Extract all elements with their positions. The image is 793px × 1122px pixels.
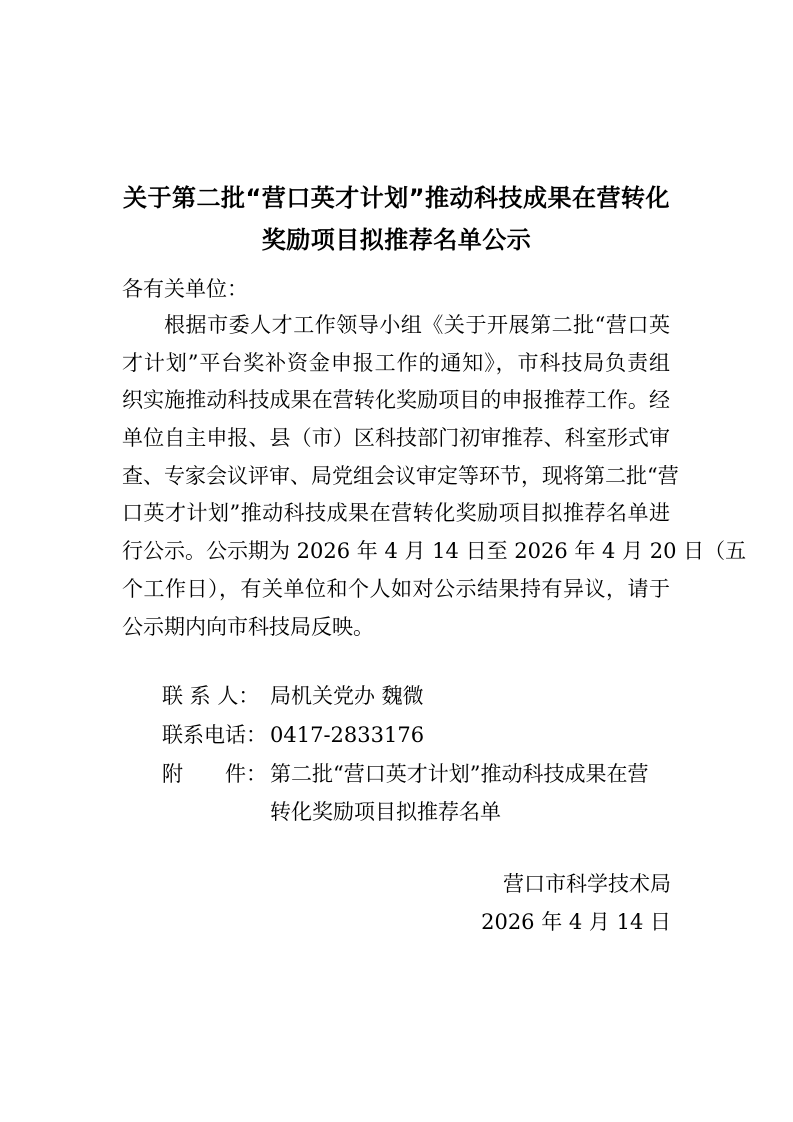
attachment-title-line-1: 第二批“营口英才计划”推动科技成果在营 xyxy=(270,762,649,786)
body-line: 行公示。公示期为 2026 年 4 月 14 日至 2026 年 4 月 20 日（五 xyxy=(122,539,747,564)
signature-organization: 营口市科学技术局 xyxy=(503,872,671,896)
body-line: 根据市委人才工作领导小组《关于开展第二批“营口英 xyxy=(164,313,670,337)
attachment-row xyxy=(162,758,648,790)
body-line: 单位自主申报、县（市）区科技部门初审推荐、科室形式审 xyxy=(122,426,670,451)
contact-phone-value: 0417-2833176 xyxy=(270,723,425,747)
salutation: 各有关单位： xyxy=(122,277,248,301)
body-line: 口英才计划”推动科技成果在营转化奖励项目拟推荐名单进 xyxy=(122,501,670,526)
body-line: 公示期内向市科技局反映。 xyxy=(122,614,374,639)
attachment-title-line-2: 转化奖励项目拟推荐名单 xyxy=(270,800,501,824)
contact-person-value: 局机关党办 魏微 xyxy=(270,684,424,708)
contact-person-label: 联 系 人： xyxy=(162,684,260,708)
body-line: 才计划”平台奖补资金申报工作的通知》，市科技局负责组 xyxy=(122,350,670,375)
attachment-label: 附 件： xyxy=(162,762,267,786)
notice-title-line-2: 奖励项目拟推荐名单公示 xyxy=(261,226,532,254)
signature-date: 2026 年 4 月 14 日 xyxy=(481,910,671,934)
notice-body-paragraph xyxy=(122,307,747,646)
body-line: 织实施推动科技成果在营转化奖励项目的申报推荐工作。经 xyxy=(122,388,670,413)
notice-title-line-1: 关于第二批“营口英才计划”推动科技成果在营转化 xyxy=(122,184,671,212)
contact-phone-row xyxy=(162,719,424,751)
body-line: 查、专家会议评审、局党组会议审定等环节，现将第二批“营 xyxy=(122,463,679,488)
contact-phone-label: 联系电话： xyxy=(162,723,267,747)
contact-person-row xyxy=(162,680,424,712)
body-line: 个工作日），有关单位和个人如对公示结果持有异议，请于 xyxy=(122,576,670,601)
